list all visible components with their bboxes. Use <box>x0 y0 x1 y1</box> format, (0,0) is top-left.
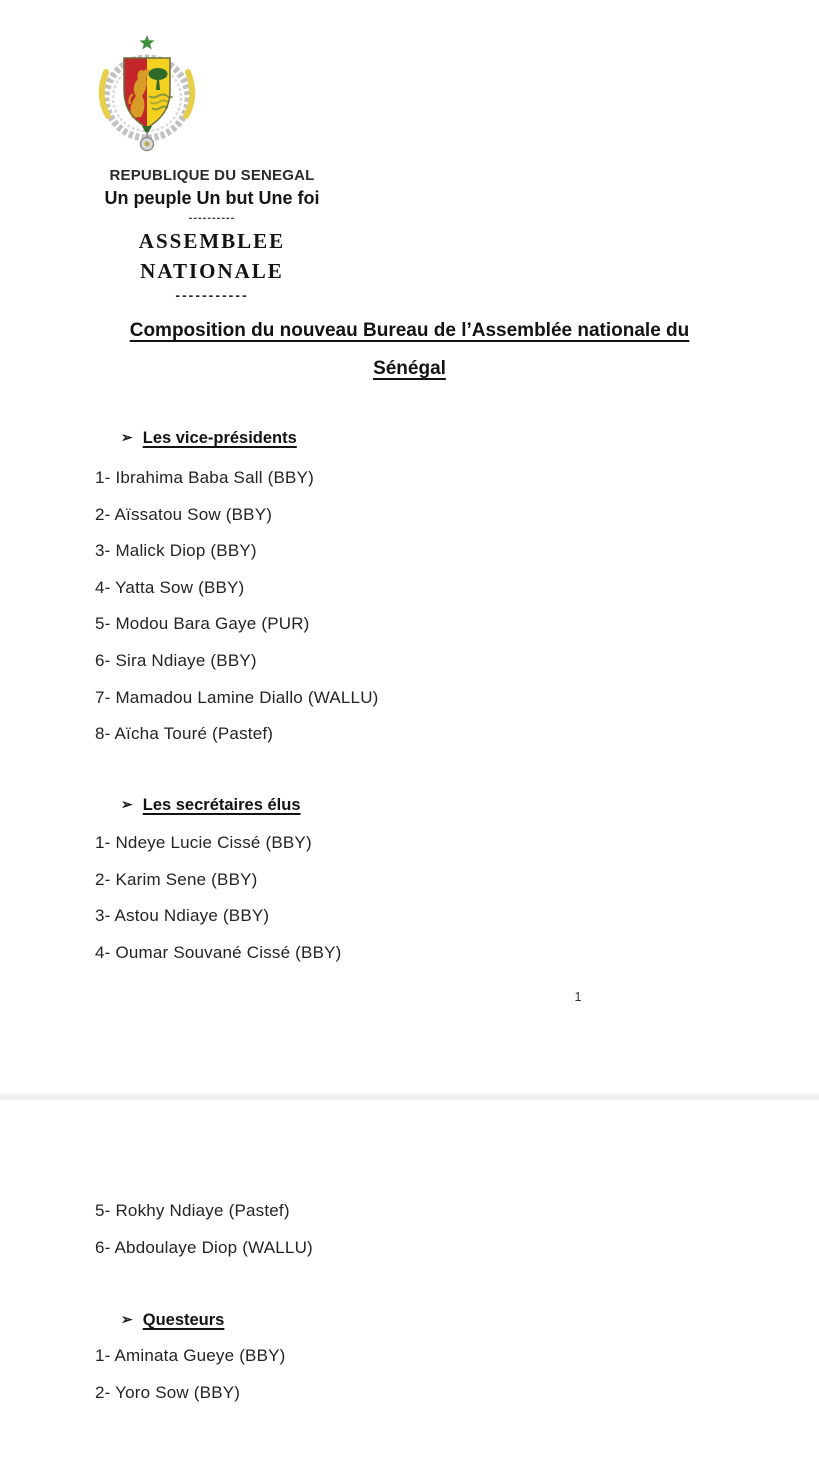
list-item: 6- Sira Ndiaye (BBY) <box>95 650 257 670</box>
list-item: 3- Astou Ndiaye (BBY) <box>95 906 270 926</box>
republic-title: REPUBLIQUE DU SENEGAL <box>109 167 315 184</box>
divider-dashes-small: ---------- <box>188 212 236 224</box>
arrow-bullet-icon: ➢ <box>121 429 133 445</box>
document-title <box>0 312 819 388</box>
list-item: 1- Ndeye Lucie Cissé (BBY) <box>95 833 312 852</box>
green-star <box>139 35 154 50</box>
section-heading-label: Questeurs <box>142 1311 225 1329</box>
list-item: 4- Oumar Souvané Cissé (BBY) <box>95 942 342 962</box>
list-item: 2- Karim Sene (BBY) <box>95 869 258 889</box>
page-break-separator <box>0 1093 819 1101</box>
list-item: 6- Abdoulaye Diop (WALLU) <box>95 1237 313 1257</box>
list-item: 8- Aïcha Touré (Pastef) <box>95 724 274 744</box>
questeurs-list <box>95 1338 286 1411</box>
page-number: 1 <box>574 990 582 1004</box>
section-heading-vice-presidents <box>121 427 297 449</box>
section-heading-label: Les vice-présidents <box>142 429 297 447</box>
list-item: 5- Modou Bara Gaye (PUR) <box>95 614 310 634</box>
list-item: 7- Mamadou Lamine Diallo (WALLU) <box>95 687 379 707</box>
list-item: 1- Ibrahima Baba Sall (BBY) <box>95 468 314 487</box>
document-title-line-1: Composition du nouveau Bureau de l’Assemblée nationale du <box>129 320 690 341</box>
secretaires-list-page2 <box>95 1193 313 1266</box>
section-heading-questeurs <box>121 1309 224 1331</box>
section-heading-secretaires <box>121 794 301 816</box>
list-item: 1- Aminata Gueye (BBY) <box>95 1346 286 1365</box>
list-item: 3- Malick Diop (BBY) <box>95 541 257 561</box>
list-item: 2- Yoro Sow (BBY) <box>95 1382 241 1402</box>
document-title-line-2: Sénégal <box>373 358 446 379</box>
secretaires-list-page1 <box>95 825 342 971</box>
list-item: 2- Aïssatou Sow (BBY) <box>95 504 273 524</box>
baobab-canopy <box>149 68 168 80</box>
arrow-bullet-icon: ➢ <box>121 796 133 812</box>
national-motto: Un peuple Un but Une foi <box>104 188 320 208</box>
medal-center <box>145 142 150 147</box>
vice-presidents-list <box>95 460 379 753</box>
letterhead <box>92 166 332 304</box>
section-heading-label: Les secrétaires élus <box>142 796 301 814</box>
divider-dashes-large: ----------- <box>175 287 249 303</box>
arrow-bullet-icon: ➢ <box>121 1311 133 1327</box>
senegal-coat-of-arms-icon <box>93 34 201 154</box>
list-item: 4- Yatta Sow (BBY) <box>95 577 245 597</box>
list-item: 5- Rokhy Ndiaye (Pastef) <box>95 1201 290 1220</box>
assembly-name: ASSEMBLEE NATIONALE <box>138 229 286 283</box>
document-page-2 <box>0 1101 819 1477</box>
